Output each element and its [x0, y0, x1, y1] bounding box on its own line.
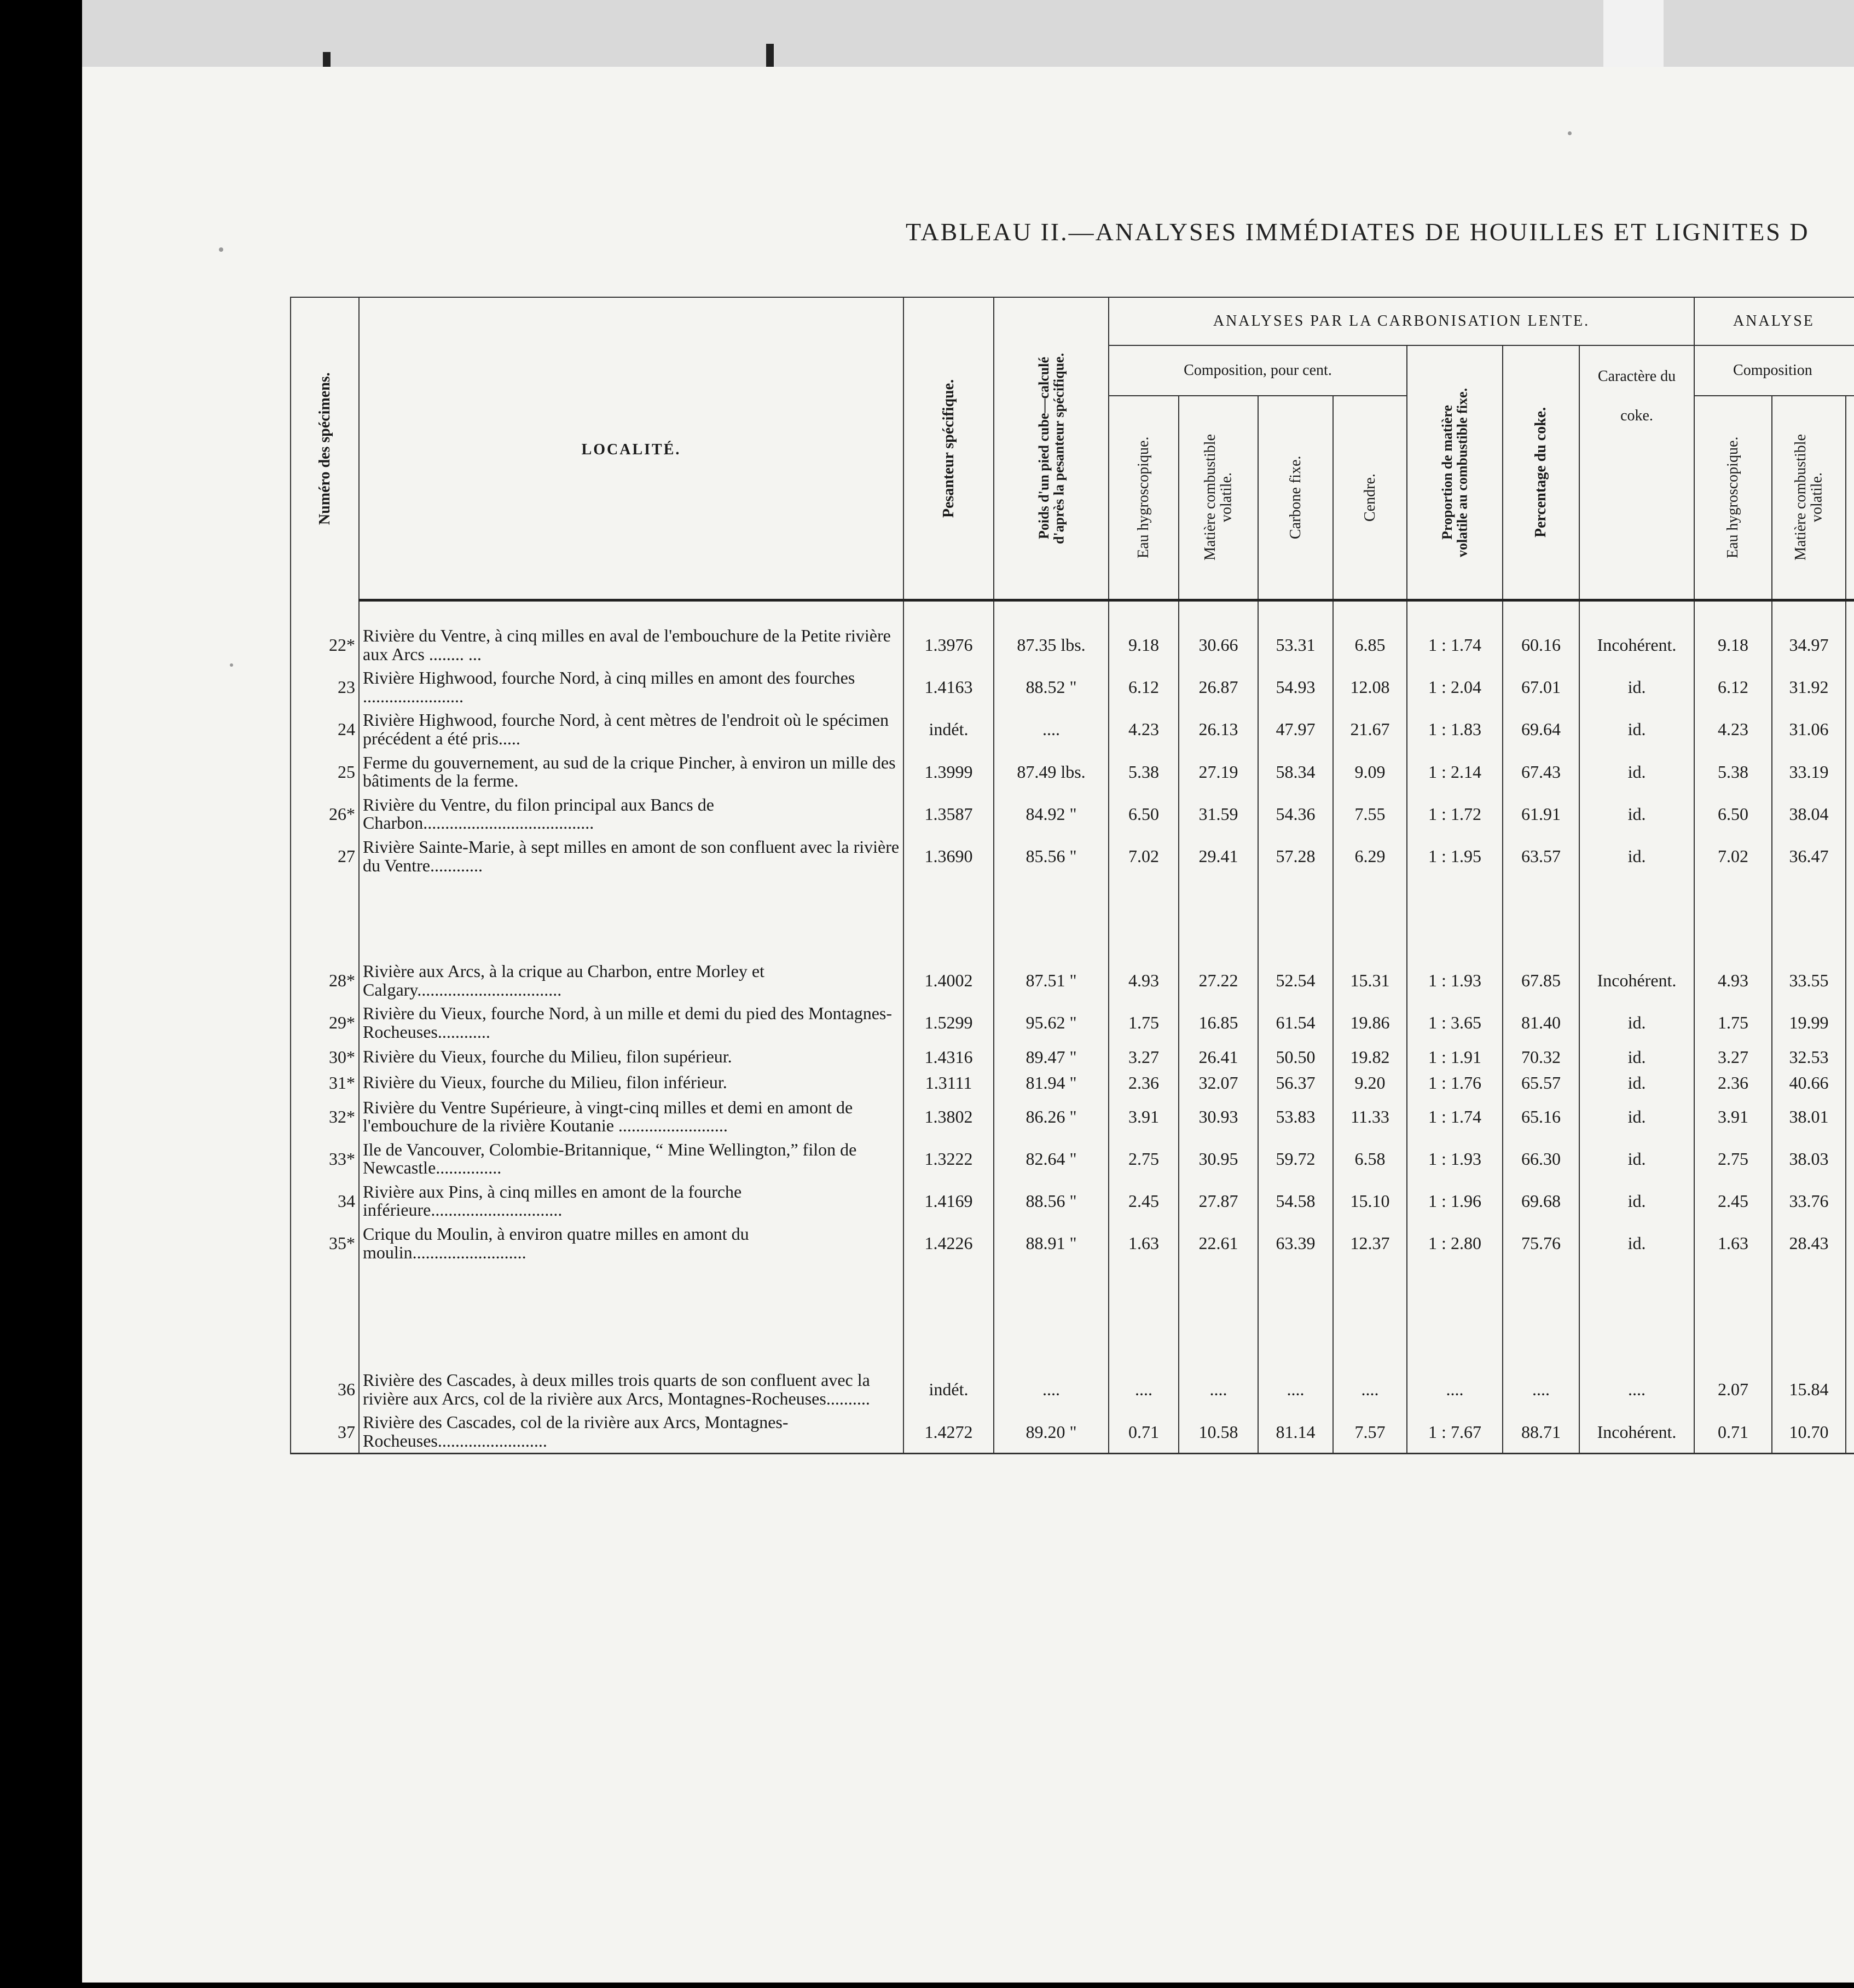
matiere-2-cell: 33.55	[1772, 959, 1846, 1001]
locality-cell: Rivière aux Arcs, à la crique au Charbon, entre Morley et Calgary.................................	[359, 959, 903, 1001]
eau-2-cell: 2.36	[1694, 1070, 1772, 1095]
cendre-cell: 11.33	[1333, 1095, 1407, 1137]
page-title: TABLEAU II.—ANALYSES IMMÉDIATES DE HOUILLES ET LIGNITES D	[906, 218, 1810, 246]
matiere-2-cell: 38.01	[1772, 1095, 1846, 1137]
matiere-cell: ....	[1179, 1368, 1258, 1410]
header-eau-2: Eau hygroscopique.	[1694, 396, 1772, 600]
specimen-number-cell: 22*	[291, 623, 359, 666]
percentage-cell: 88.71	[1503, 1410, 1579, 1453]
percentage-cell: 61.91	[1503, 793, 1579, 835]
cut-column-cell	[1846, 1368, 1854, 1410]
header-numero: Numéro des spécimens.	[291, 297, 359, 600]
caractere-cell: id.	[1579, 708, 1694, 750]
eau-2-cell: 4.93	[1694, 959, 1772, 1001]
poids-cell: 85.56 "	[994, 835, 1109, 877]
percentage-cell: 66.30	[1503, 1137, 1579, 1180]
header-group-lente: ANALYSES PAR LA CARBONISATION LENTE.	[1109, 297, 1694, 345]
cendre-cell: 6.29	[1333, 835, 1407, 877]
header-carbone: Carbone fixe.	[1258, 396, 1333, 600]
poids-cell: 87.35 lbs.	[994, 623, 1109, 666]
proportion-cell: 1 : 1.93	[1407, 959, 1503, 1001]
eau-2-cell: 3.27	[1694, 1044, 1772, 1070]
matiere-cell: 31.59	[1179, 793, 1258, 835]
speck	[1568, 131, 1572, 135]
header-matiere: Matière combustible volatile.	[1179, 396, 1258, 600]
table-row	[291, 1137, 1854, 1180]
table-row	[291, 1095, 1854, 1137]
eau-cell: ....	[1109, 1368, 1179, 1410]
percentage-cell: 75.76	[1503, 1222, 1579, 1264]
pesanteur-cell: indét.	[903, 708, 994, 750]
pesanteur-cell: 1.4163	[903, 666, 994, 708]
header-percentage: Percentage du coke.	[1503, 345, 1579, 600]
poids-cell: 89.20 "	[994, 1410, 1109, 1453]
eau-cell: 3.27	[1109, 1044, 1179, 1070]
cendre-cell: 9.20	[1333, 1070, 1407, 1095]
matiere-cell: 22.61	[1179, 1222, 1258, 1264]
cut-column-cell	[1846, 1044, 1854, 1070]
eau-cell: 7.02	[1109, 835, 1179, 877]
table-row	[291, 1070, 1854, 1095]
cendre-cell: ....	[1333, 1368, 1407, 1410]
matiere-cell: 29.41	[1179, 835, 1258, 877]
proportion-cell: 1 : 3.65	[1407, 1001, 1503, 1043]
locality-cell: Rivière du Vieux, fourche du Milieu, filon inférieur.	[359, 1070, 903, 1095]
proportion-cell: 1 : 1.83	[1407, 708, 1503, 750]
carbone-cell: 50.50	[1258, 1044, 1333, 1070]
specimen-number-cell: 35*	[291, 1222, 359, 1264]
cendre-cell: 15.10	[1333, 1180, 1407, 1222]
caractere-cell: id.	[1579, 1222, 1694, 1264]
eau-2-cell: 5.38	[1694, 750, 1772, 793]
pesanteur-cell: 1.3111	[903, 1070, 994, 1095]
poids-cell: ....	[994, 1368, 1109, 1410]
matiere-2-cell: 34.97	[1772, 623, 1846, 666]
header-localite: LOCALITÉ.	[359, 297, 903, 600]
cendre-cell: 19.82	[1333, 1044, 1407, 1070]
caractere-cell: id.	[1579, 835, 1694, 877]
caractere-cell: Incohérent.	[1579, 623, 1694, 666]
carbone-cell: 61.54	[1258, 1001, 1333, 1043]
percentage-cell: 60.16	[1503, 623, 1579, 666]
pesanteur-cell: 1.3587	[903, 793, 994, 835]
specimen-number-cell: 26*	[291, 793, 359, 835]
caractere-cell: ....	[1579, 1368, 1694, 1410]
table-row	[291, 708, 1854, 750]
matiere-2-cell: 38.03	[1772, 1137, 1846, 1180]
locality-cell: Rivière du Vieux, fourche Nord, à un mille et demi du pied des Montagnes-Rocheuses............	[359, 1001, 903, 1043]
proportion-cell: 1 : 2.80	[1407, 1222, 1503, 1264]
carbone-cell: 47.97	[1258, 708, 1333, 750]
matiere-cell: 27.22	[1179, 959, 1258, 1001]
matiere-cell: 30.66	[1179, 623, 1258, 666]
eau-cell: 0.71	[1109, 1410, 1179, 1453]
specimen-number-cell: 24	[291, 708, 359, 750]
table-row	[291, 1368, 1854, 1410]
eau-2-cell: 4.23	[1694, 708, 1772, 750]
carbone-cell: 54.36	[1258, 793, 1333, 835]
matiere-2-cell: 19.99	[1772, 1001, 1846, 1043]
poids-cell: 87.49 lbs.	[994, 750, 1109, 793]
pesanteur-cell: 1.4169	[903, 1180, 994, 1222]
cendre-cell: 21.67	[1333, 708, 1407, 750]
eau-2-cell: 3.91	[1694, 1095, 1772, 1137]
proportion-cell: 1 : 7.67	[1407, 1410, 1503, 1453]
cut-column-cell	[1846, 1410, 1854, 1453]
percentage-cell: ....	[1503, 1368, 1579, 1410]
cut-column-cell	[1846, 666, 1854, 708]
matiere-2-cell: 28.43	[1772, 1222, 1846, 1264]
proportion-cell: ....	[1407, 1368, 1503, 1410]
locality-cell: Crique du Moulin, à environ quatre milles en amont du moulin..........................	[359, 1222, 903, 1264]
specimen-number-cell: 31*	[291, 1070, 359, 1095]
percentage-cell: 65.16	[1503, 1095, 1579, 1137]
cut-column-cell	[1846, 708, 1854, 750]
matiere-cell: 16.85	[1179, 1001, 1258, 1043]
specimen-number-cell: 23	[291, 666, 359, 708]
matiere-cell: 30.93	[1179, 1095, 1258, 1137]
eau-cell: 1.75	[1109, 1001, 1179, 1043]
caractere-cell: id.	[1579, 1137, 1694, 1180]
header-matiere-2: Matière combustible volatile.	[1772, 396, 1846, 600]
specimen-number-cell: 32*	[291, 1095, 359, 1137]
poids-cell: 87.51 "	[994, 959, 1109, 1001]
poids-cell: 86.26 "	[994, 1095, 1109, 1137]
locality-cell: Rivière du Ventre Supérieure, à vingt-cinq milles et demi en amont de l'embouchure de la rivière Koutanie .........................	[359, 1095, 903, 1137]
locality-cell: Rivière aux Pins, à cinq milles en amont de la fourche inférieure..............................	[359, 1180, 903, 1222]
caractere-cell: id.	[1579, 750, 1694, 793]
carbone-cell: 53.31	[1258, 623, 1333, 666]
eau-cell: 6.12	[1109, 666, 1179, 708]
proportion-cell: 1 : 2.04	[1407, 666, 1503, 708]
table-row	[291, 1222, 1854, 1264]
matiere-cell: 27.87	[1179, 1180, 1258, 1222]
poids-cell: 84.92 "	[994, 793, 1109, 835]
specimen-number-cell: 36	[291, 1368, 359, 1410]
speck	[230, 663, 233, 667]
cendre-cell: 15.31	[1333, 959, 1407, 1001]
caractere-cell: Incohérent.	[1579, 959, 1694, 1001]
percentage-cell: 70.32	[1503, 1044, 1579, 1070]
percentage-cell: 69.68	[1503, 1180, 1579, 1222]
matiere-cell: 30.95	[1179, 1137, 1258, 1180]
poids-cell: 88.91 "	[994, 1222, 1109, 1264]
locality-cell: Rivière du Vieux, fourche du Milieu, filon supérieur.	[359, 1044, 903, 1070]
locality-cell: Rivière Highwood, fourche Nord, à cent mètres de l'endroit où le spécimen précédent a été pris.....	[359, 708, 903, 750]
matiere-cell: 27.19	[1179, 750, 1258, 793]
pesanteur-cell: 1.5299	[903, 1001, 994, 1043]
cut-column-cell	[1846, 1180, 1854, 1222]
poids-cell: 82.64 "	[994, 1137, 1109, 1180]
pesanteur-cell: 1.3802	[903, 1095, 994, 1137]
pesanteur-cell: 1.4002	[903, 959, 994, 1001]
cut-column-cell	[1846, 1001, 1854, 1043]
eau-2-cell: 1.63	[1694, 1222, 1772, 1264]
eau-cell: 2.36	[1109, 1070, 1179, 1095]
percentage-cell: 67.43	[1503, 750, 1579, 793]
specimen-number-cell: 25	[291, 750, 359, 793]
table-row	[291, 623, 1854, 666]
cut-column-cell	[1846, 623, 1854, 666]
locality-cell: Rivière du Ventre, à cinq milles en aval de l'embouchure de la Petite rivière aux Arcs ........ ...	[359, 623, 903, 666]
cut-column-cell	[1846, 1222, 1854, 1264]
eau-2-cell: 6.50	[1694, 793, 1772, 835]
matiere-cell: 32.07	[1179, 1070, 1258, 1095]
carbone-cell: 58.34	[1258, 750, 1333, 793]
eau-cell: 3.91	[1109, 1095, 1179, 1137]
cut-column-cell	[1846, 1137, 1854, 1180]
locality-cell: Ile de Vancouver, Colombie-Britannique, “ Mine Wellington,” filon de Newcastle...............	[359, 1137, 903, 1180]
speck	[219, 247, 223, 252]
percentage-cell: 67.85	[1503, 959, 1579, 1001]
eau-cell: 2.45	[1109, 1180, 1179, 1222]
header-pesanteur: Pesanteur spécifique.	[903, 297, 994, 600]
cendre-cell: 7.55	[1333, 793, 1407, 835]
matiere-2-cell: 32.53	[1772, 1044, 1846, 1070]
cendre-cell: 6.58	[1333, 1137, 1407, 1180]
proportion-cell: 1 : 2.14	[1407, 750, 1503, 793]
cendre-cell: 6.85	[1333, 623, 1407, 666]
table-row	[291, 750, 1854, 793]
carbone-cell: 63.39	[1258, 1222, 1333, 1264]
pesanteur-cell: 1.3222	[903, 1137, 994, 1180]
eau-cell: 6.50	[1109, 793, 1179, 835]
eau-2-cell: 0.71	[1694, 1410, 1772, 1453]
locality-cell: Ferme du gouvernement, au sud de la crique Pincher, à environ un mille des bâtiments de la ferme.	[359, 750, 903, 793]
table-row	[291, 835, 1854, 877]
eau-2-cell: 2.45	[1694, 1180, 1772, 1222]
cendre-cell: 9.09	[1333, 750, 1407, 793]
matiere-2-cell: 10.70	[1772, 1410, 1846, 1453]
header-proportion: Proportion de matière volatile au combustible fixe.	[1407, 345, 1503, 600]
proportion-cell: 1 : 1.74	[1407, 1095, 1503, 1137]
header-poids: Poids d'un pied cube—calculé d'après la pesanteur spécifique.	[994, 297, 1109, 600]
table-row	[291, 1001, 1854, 1043]
table-row	[291, 1044, 1854, 1070]
document-page	[82, 67, 1854, 1983]
specimen-number-cell: 30*	[291, 1044, 359, 1070]
cendre-cell: 12.08	[1333, 666, 1407, 708]
poids-cell: 89.47 "	[994, 1044, 1109, 1070]
proportion-cell: 1 : 1.74	[1407, 623, 1503, 666]
proportion-cell: 1 : 1.95	[1407, 835, 1503, 877]
pesanteur-cell: 1.4316	[903, 1044, 994, 1070]
carbone-cell: ....	[1258, 1368, 1333, 1410]
table-row	[291, 793, 1854, 835]
carbone-cell: 54.93	[1258, 666, 1333, 708]
header-cendre: Cendre.	[1333, 396, 1407, 600]
poids-cell: ....	[994, 708, 1109, 750]
cendre-cell: 19.86	[1333, 1001, 1407, 1043]
table-row	[291, 959, 1854, 1001]
caractere-cell: id.	[1579, 1070, 1694, 1095]
cut-column-cell	[1846, 750, 1854, 793]
table-row	[291, 1180, 1854, 1222]
pesanteur-cell: 1.4226	[903, 1222, 994, 1264]
cendre-cell: 7.57	[1333, 1410, 1407, 1453]
specimen-number-cell: 29*	[291, 1001, 359, 1043]
table-row	[291, 1410, 1854, 1453]
poids-cell: 95.62 "	[994, 1001, 1109, 1043]
eau-cell: 5.38	[1109, 750, 1179, 793]
eau-2-cell: 6.12	[1694, 666, 1772, 708]
eau-cell: 9.18	[1109, 623, 1179, 666]
cut-column-cell	[1846, 1095, 1854, 1137]
locality-cell: Rivière du Ventre, du filon principal aux Bancs de Charbon.......................................	[359, 793, 903, 835]
eau-cell: 1.63	[1109, 1222, 1179, 1264]
caractere-cell: id.	[1579, 666, 1694, 708]
carbone-cell: 57.28	[1258, 835, 1333, 877]
caractere-cell: Incohérent.	[1579, 1410, 1694, 1453]
percentage-cell: 67.01	[1503, 666, 1579, 708]
cendre-cell: 12.37	[1333, 1222, 1407, 1264]
caractere-cell: id.	[1579, 1044, 1694, 1070]
carbone-cell: 59.72	[1258, 1137, 1333, 1180]
eau-2-cell: 1.75	[1694, 1001, 1772, 1043]
cut-column-cell	[1846, 959, 1854, 1001]
caractere-cell: id.	[1579, 793, 1694, 835]
specimen-number-cell: 28*	[291, 959, 359, 1001]
eau-2-cell: 9.18	[1694, 623, 1772, 666]
table-row	[291, 666, 1854, 708]
specimen-number-cell: 33*	[291, 1137, 359, 1180]
percentage-cell: 65.57	[1503, 1070, 1579, 1095]
carbone-cell: 53.83	[1258, 1095, 1333, 1137]
percentage-cell: 81.40	[1503, 1001, 1579, 1043]
locality-cell: Rivière des Cascades, col de la rivière aux Arcs, Montagnes-Rocheuses.........................	[359, 1410, 903, 1453]
proportion-cell: 1 : 1.76	[1407, 1070, 1503, 1095]
eau-cell: 4.93	[1109, 959, 1179, 1001]
header-cut-column	[1846, 396, 1854, 600]
matiere-cell: 26.87	[1179, 666, 1258, 708]
matiere-2-cell: 40.66	[1772, 1070, 1846, 1095]
carbone-cell: 81.14	[1258, 1410, 1333, 1453]
matiere-cell: 26.41	[1179, 1044, 1258, 1070]
eau-2-cell: 2.07	[1694, 1368, 1772, 1410]
header-caractere: Caractère du coke.	[1579, 345, 1694, 600]
locality-cell: Rivière Highwood, fourche Nord, à cinq milles en amont des fourches .......................	[359, 666, 903, 708]
poids-cell: 88.52 "	[994, 666, 1109, 708]
pesanteur-cell: 1.3690	[903, 835, 994, 877]
specimen-number-cell: 34	[291, 1180, 359, 1222]
cut-column-cell	[1846, 793, 1854, 835]
caractere-cell: id.	[1579, 1095, 1694, 1137]
proportion-cell: 1 : 1.96	[1407, 1180, 1503, 1222]
pesanteur-cell: 1.3999	[903, 750, 994, 793]
poids-cell: 88.56 "	[994, 1180, 1109, 1222]
locality-cell: Rivière Sainte-Marie, à sept milles en amont de son confluent avec la rivière du Ventre............	[359, 835, 903, 877]
specimen-number-cell: 37	[291, 1410, 359, 1453]
carbone-cell: 54.58	[1258, 1180, 1333, 1222]
pesanteur-cell: 1.4272	[903, 1410, 994, 1453]
cut-column-cell	[1846, 1070, 1854, 1095]
matiere-cell: 26.13	[1179, 708, 1258, 750]
matiere-2-cell: 38.04	[1772, 793, 1846, 835]
header-composition-2: Composition	[1694, 345, 1854, 396]
analysis-table	[290, 297, 1854, 1454]
carbone-cell: 56.37	[1258, 1070, 1333, 1095]
percentage-cell: 63.57	[1503, 835, 1579, 877]
eau-cell: 4.23	[1109, 708, 1179, 750]
caractere-cell: id.	[1579, 1001, 1694, 1043]
proportion-cell: 1 : 1.93	[1407, 1137, 1503, 1180]
matiere-2-cell: 33.76	[1772, 1180, 1846, 1222]
matiere-2-cell: 15.84	[1772, 1368, 1846, 1410]
percentage-cell: 69.64	[1503, 708, 1579, 750]
proportion-cell: 1 : 1.91	[1407, 1044, 1503, 1070]
pesanteur-cell: 1.3976	[903, 623, 994, 666]
matiere-2-cell: 33.19	[1772, 750, 1846, 793]
specimen-number-cell: 27	[291, 835, 359, 877]
proportion-cell: 1 : 1.72	[1407, 793, 1503, 835]
matiere-cell: 10.58	[1179, 1410, 1258, 1453]
eau-2-cell: 2.75	[1694, 1137, 1772, 1180]
pesanteur-cell: indét.	[903, 1368, 994, 1410]
poids-cell: 81.94 "	[994, 1070, 1109, 1095]
locality-cell: Rivière des Cascades, à deux milles trois quarts de son confluent avec la rivière aux Arcs, col de la rivière aux Arcs, Montagnes-Rocheuses..........	[359, 1368, 903, 1410]
header-group-rapide: ANALYSE	[1694, 297, 1854, 345]
cut-column-cell	[1846, 835, 1854, 877]
header-eau: Eau hygroscopique.	[1109, 396, 1179, 600]
eau-cell: 2.75	[1109, 1137, 1179, 1180]
matiere-2-cell: 36.47	[1772, 835, 1846, 877]
eau-2-cell: 7.02	[1694, 835, 1772, 877]
caractere-cell: id.	[1579, 1180, 1694, 1222]
matiere-2-cell: 31.92	[1772, 666, 1846, 708]
matiere-2-cell: 31.06	[1772, 708, 1846, 750]
carbone-cell: 52.54	[1258, 959, 1333, 1001]
header-composition: Composition, pour cent.	[1109, 345, 1407, 396]
